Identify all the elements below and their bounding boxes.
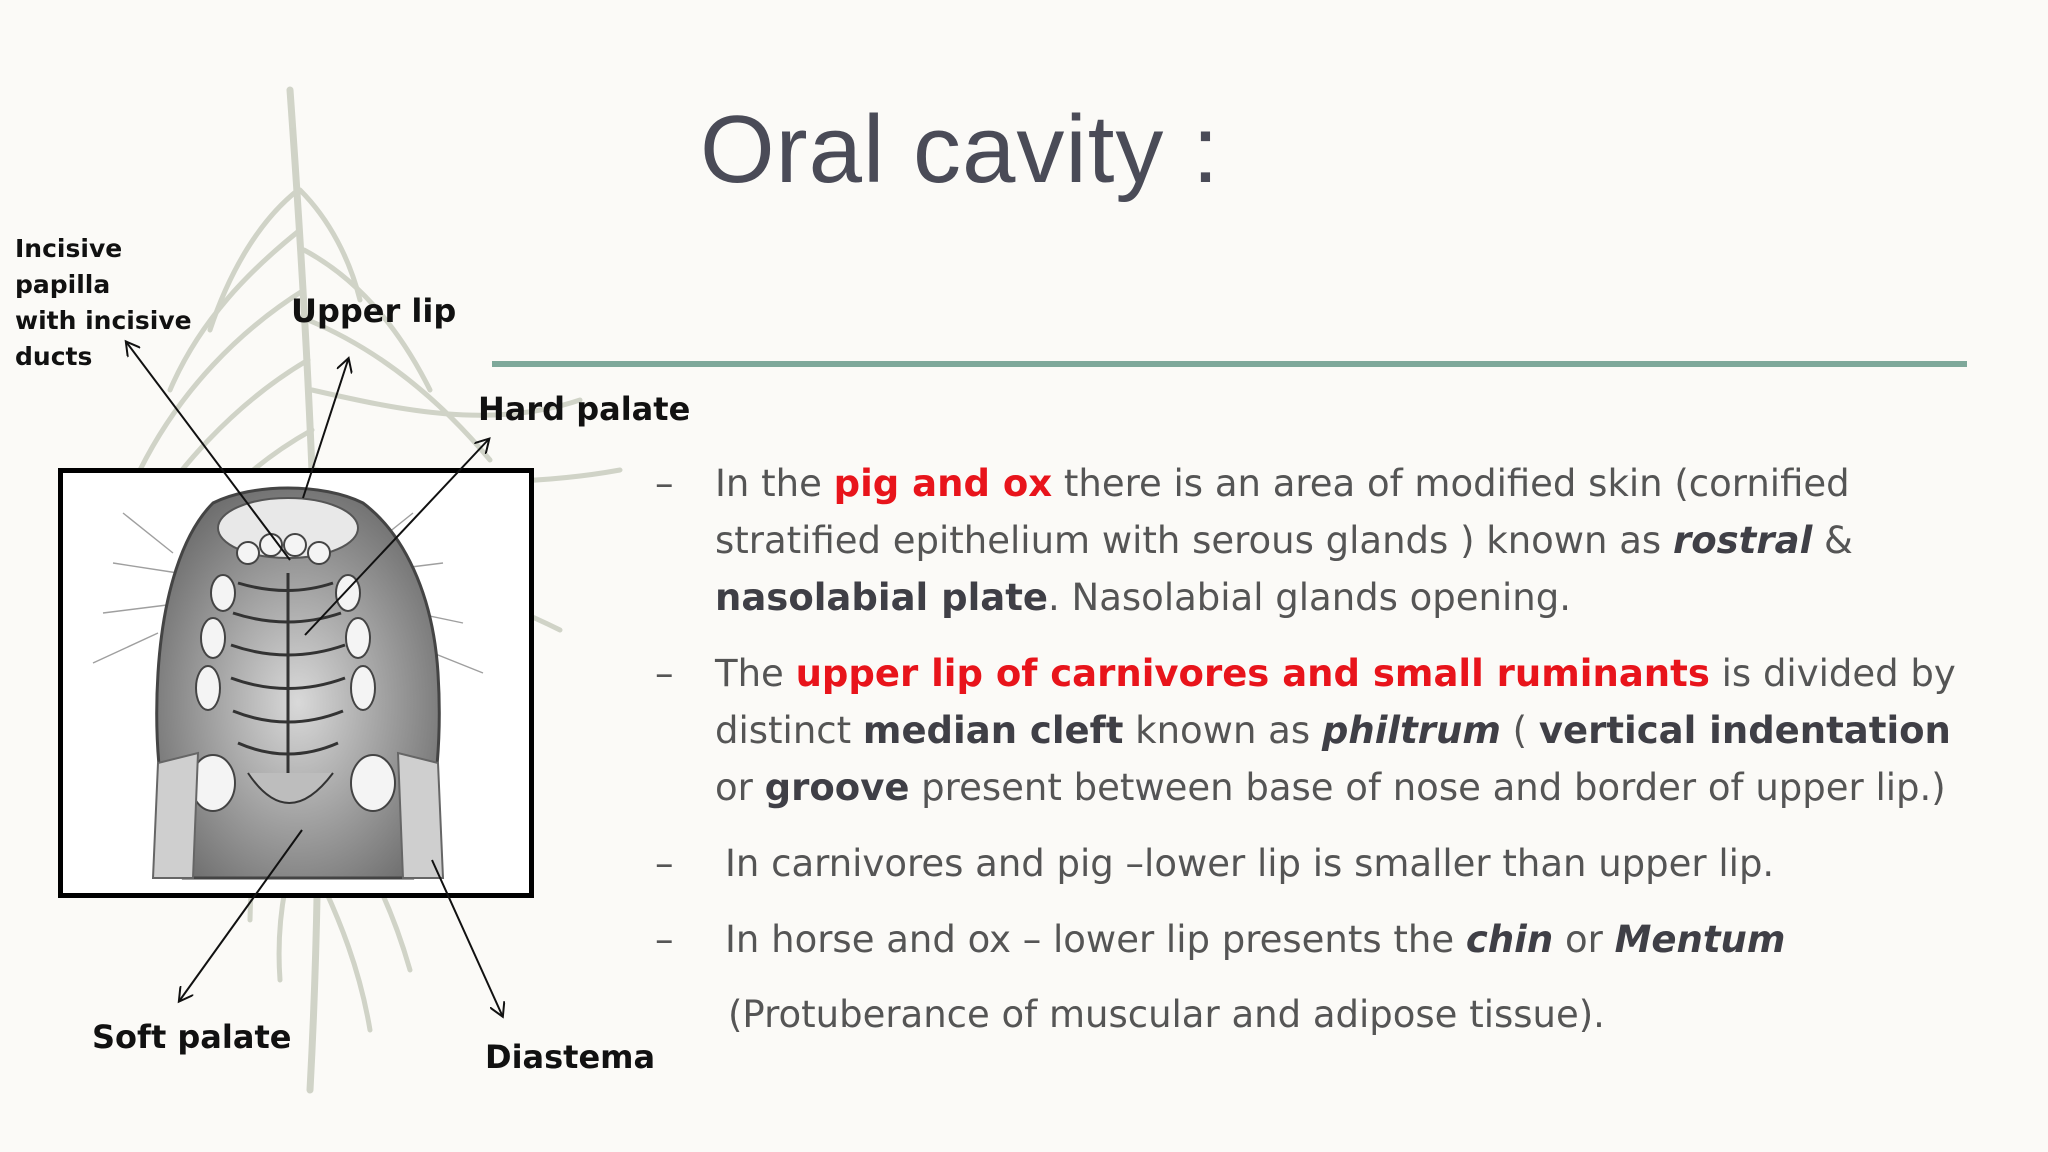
palate-image-frame bbox=[58, 468, 534, 898]
bullet-2 bbox=[655, 645, 1985, 816]
slide-title: Oral cavity : bbox=[700, 96, 1220, 203]
bullet-1 bbox=[655, 455, 1985, 626]
bullet-1-highlight: pig and ox bbox=[833, 462, 1053, 505]
bullet-2-text: or bbox=[715, 766, 765, 809]
bullet-dash: – bbox=[655, 462, 674, 505]
label-soft-palate: Soft palate bbox=[92, 1018, 292, 1056]
bullet-1-text: . Nasolabial glands opening. bbox=[1048, 576, 1571, 619]
label-hard-palate: Hard palate bbox=[478, 390, 691, 428]
bullet-2-bold: vertical indentation bbox=[1538, 709, 1951, 752]
bullet-list bbox=[655, 455, 1985, 1043]
bullet-4-continuation: (Protuberance of muscular and adipose tissue). bbox=[728, 993, 1605, 1036]
label-incisive-papilla-line-2: with incisive bbox=[15, 306, 192, 335]
bullet-2-text: present between base of nose and border of upper lip.) bbox=[909, 766, 1946, 809]
bullet-1-bold: nasolabial plate bbox=[715, 576, 1049, 619]
bullet-2-emphasis: philtrum bbox=[1321, 709, 1501, 752]
label-diastema: Diastema bbox=[485, 1038, 656, 1076]
label-incisive-papilla-line-3: ducts bbox=[15, 342, 93, 371]
bullet-2-bold: groove bbox=[764, 766, 910, 809]
bullet-1-emphasis: rostral bbox=[1672, 519, 1813, 562]
bullet-2-text: ( bbox=[1500, 709, 1539, 752]
label-incisive-papilla-line-1: Incisive papilla bbox=[15, 234, 123, 299]
bullet-3-text: In carnivores and pig –lower lip is smaller than upper lip. bbox=[725, 842, 1775, 885]
bullet-dash: – bbox=[655, 918, 674, 961]
label-incisive-papilla bbox=[15, 231, 215, 375]
bullet-2-text: The bbox=[715, 652, 796, 695]
palate-drawing-icon bbox=[63, 473, 529, 893]
bullet-1-text: & bbox=[1812, 519, 1853, 562]
bullet-4-emphasis: Mentum bbox=[1614, 918, 1786, 961]
bullet-4-text: In horse and ox – lower lip presents the bbox=[725, 918, 1466, 961]
bullet-3 bbox=[655, 835, 1985, 892]
bullet-4-text: or bbox=[1553, 918, 1615, 961]
bullet-1-text: there is an area of modified skin (cornified stratified epithelium with serous glands ) known as bbox=[715, 462, 1850, 562]
bullet-dash: – bbox=[655, 842, 674, 885]
label-upper-lip: Upper lip bbox=[291, 292, 457, 330]
bullet-2-highlight: upper lip of carnivores and small ruminants bbox=[795, 652, 1710, 695]
bullet-dash: – bbox=[655, 652, 674, 695]
bullet-4 bbox=[655, 911, 1985, 968]
title-divider bbox=[492, 361, 1967, 367]
bullet-2-text: known as bbox=[1123, 709, 1322, 752]
bullet-1-text: In the bbox=[715, 462, 834, 505]
bullet-2-text: is divided by distinct bbox=[715, 652, 1956, 752]
bullet-4-emphasis: chin bbox=[1465, 918, 1554, 961]
bullet-2-bold: median cleft bbox=[862, 709, 1124, 752]
